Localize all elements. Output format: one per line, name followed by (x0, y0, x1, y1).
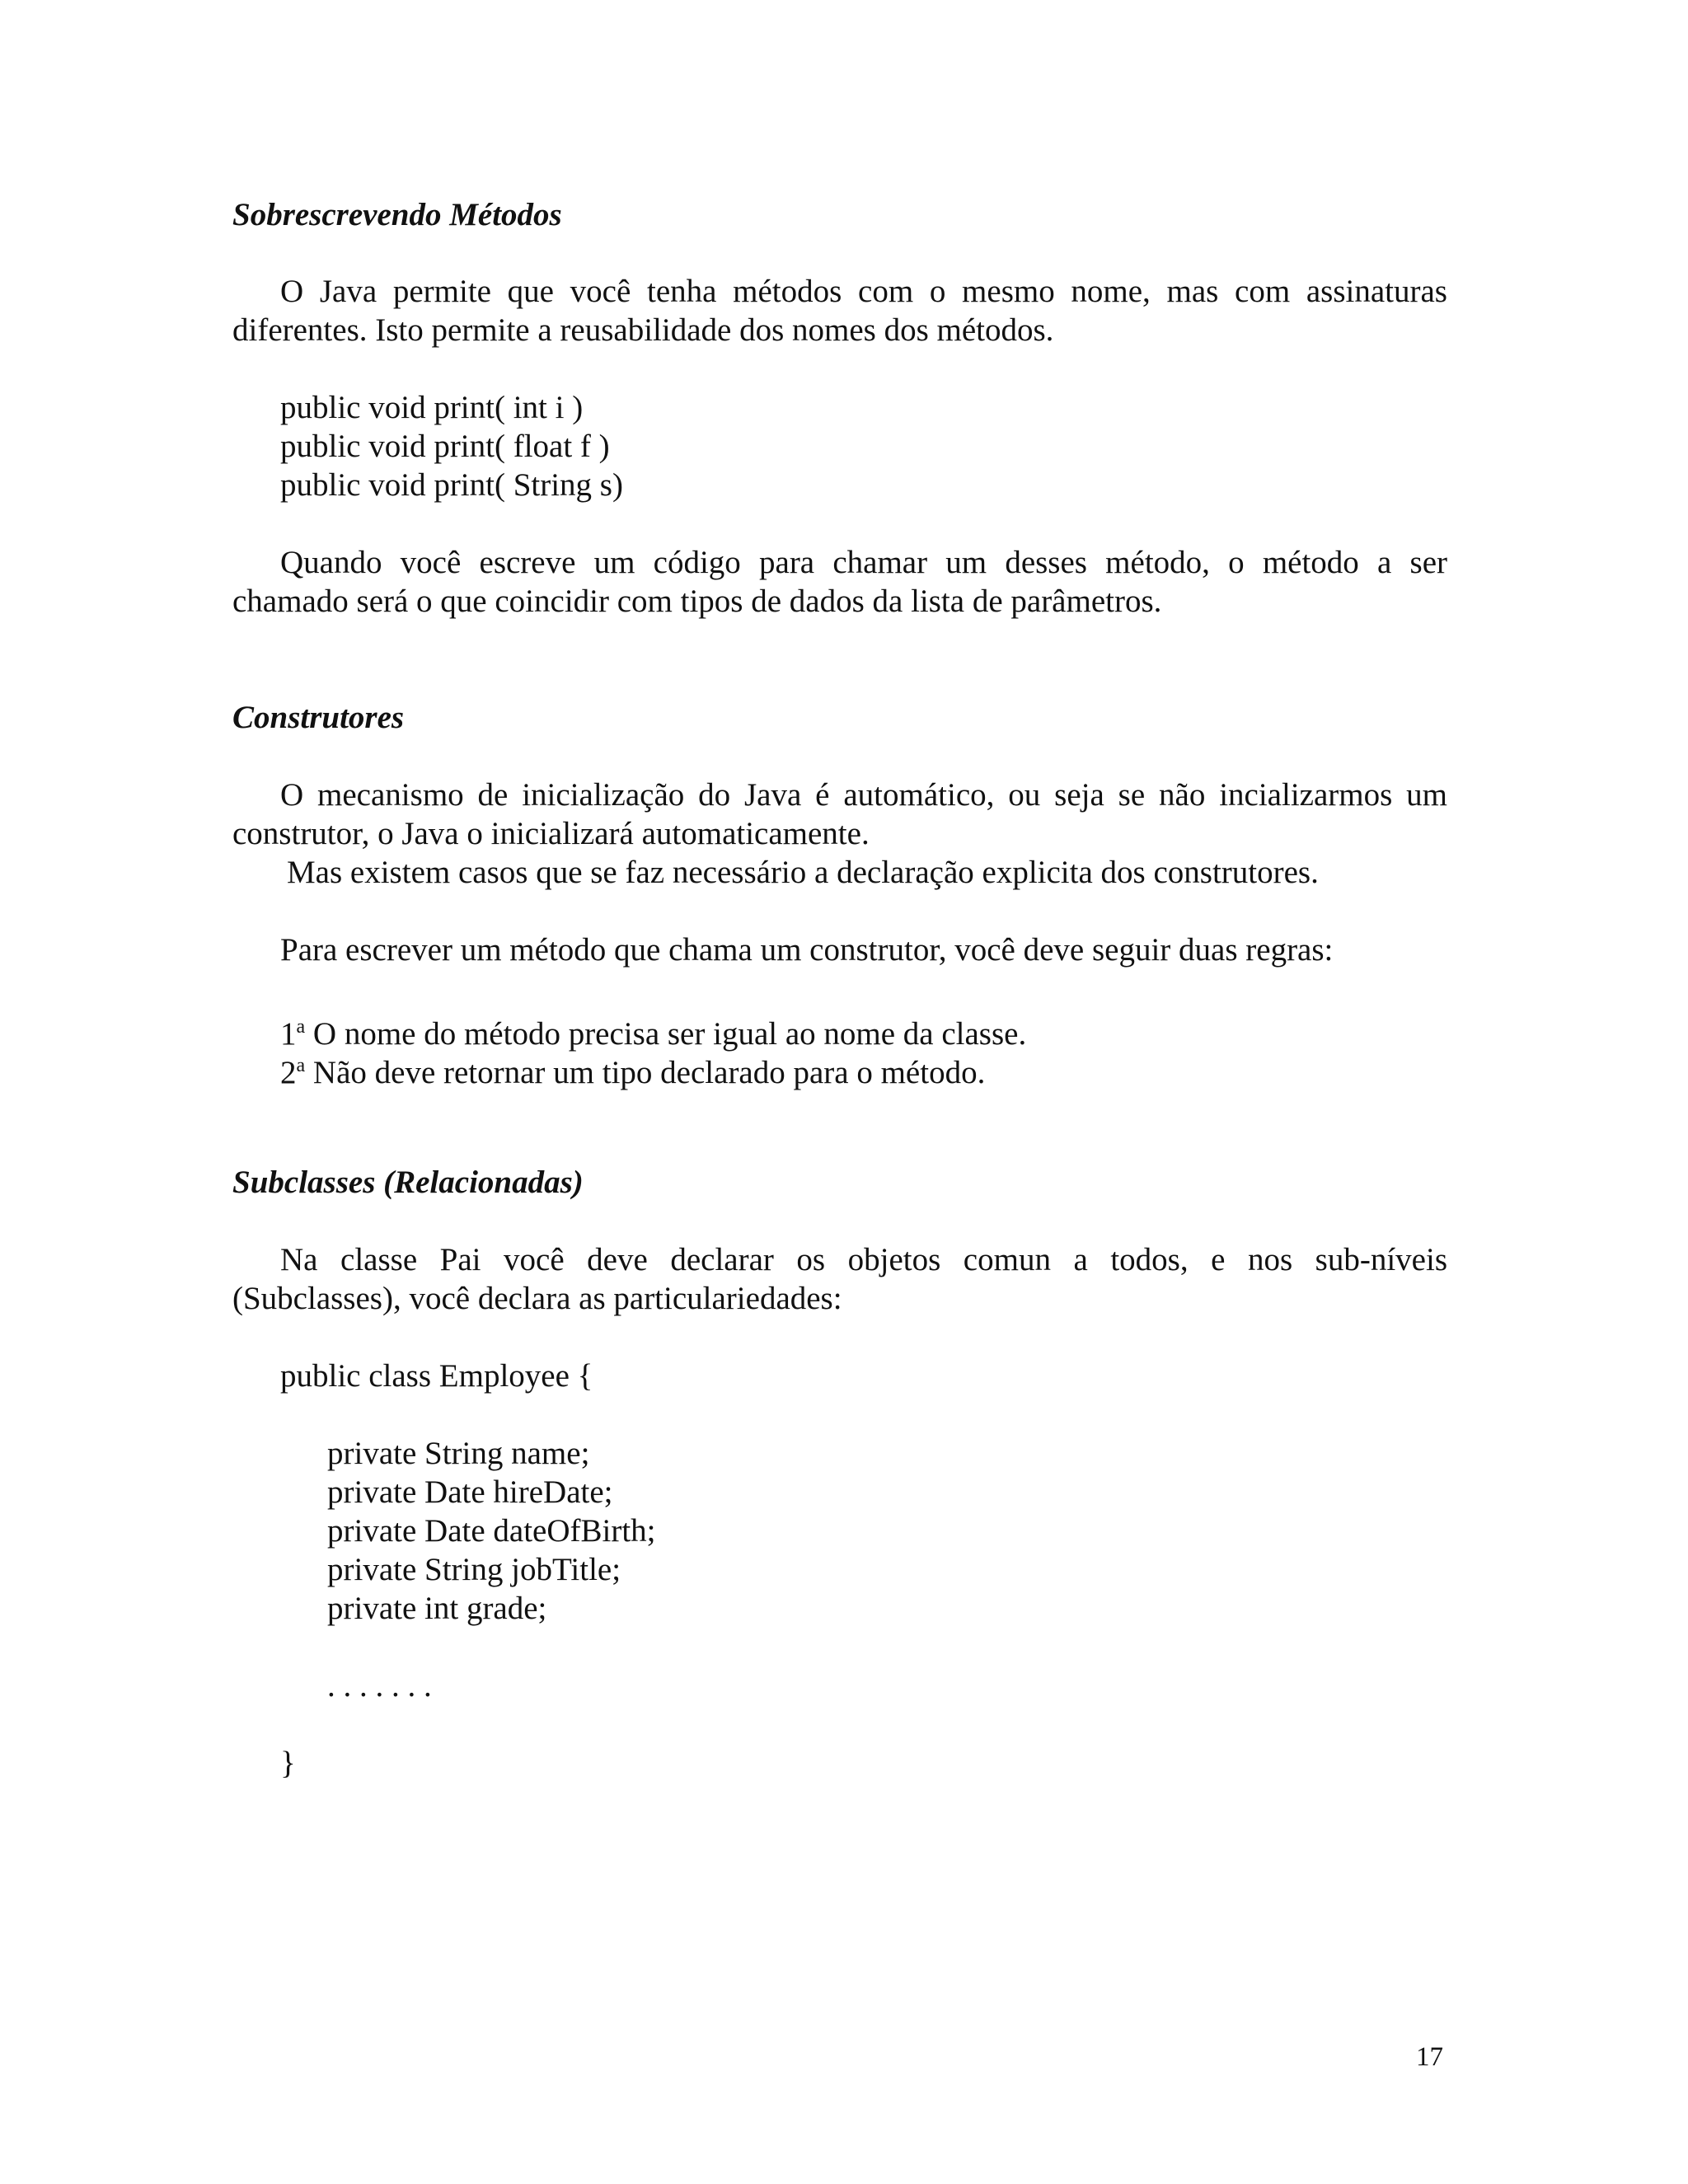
section-heading-overloading: Sobrescrevendo Métodos (232, 197, 562, 232)
code-field: private Date dateOfBirth; (327, 1513, 656, 1549)
rule-ordinal: a (296, 1055, 306, 1076)
code-line-class-close: } (280, 1746, 296, 1781)
paragraph-constructors-rules-intro: Para escrever um método que chama um construtor, você deve seguir duas regras: (280, 932, 1334, 968)
code-line: public void print( String s) (280, 467, 623, 503)
section-heading-subclasses: Subclasses (Relacionadas) (232, 1165, 584, 1200)
code-field: private String jobTitle; (327, 1552, 621, 1587)
paragraph-line: O Java permite que você tenha métodos com o mesmo nome, mas com assinaturas (280, 274, 1447, 309)
paragraph-subclasses-intro (232, 1240, 1447, 1318)
code-ellipsis: . . . . . . . (327, 1668, 432, 1704)
paragraph-line: Quando você escreve um código para chamar um desses método, o método a ser (280, 545, 1447, 580)
rule-text: O nome do método precisa ser igual ao nome da classe. (305, 1016, 1027, 1052)
page-number: 17 (1416, 2042, 1443, 2072)
code-line: public void print( int i ) (280, 390, 584, 425)
paragraph-constructors-intro (232, 776, 1447, 853)
paragraph-overloading-call (232, 543, 1447, 621)
code-field: private String name; (327, 1436, 590, 1471)
paragraph-overloading-intro (232, 272, 1447, 349)
rule-number: 1 (280, 1016, 297, 1052)
rule-number: 2 (280, 1055, 297, 1090)
paragraph-line: diferentes. Isto permite a reusabilidade dos nomes dos métodos. (232, 312, 1054, 348)
paragraph-line: chamado será o que coincidir com tipos de dados da lista de parâmetros. (232, 583, 1162, 619)
code-field: private int grade; (327, 1591, 547, 1626)
paragraph-line: Mas existem casos que se faz necessário a declaração explicita dos construtores. (287, 855, 1319, 890)
paragraph-line: Na classe Pai você deve declarar os objetos comun a todos, e nos sub-níveis (280, 1242, 1447, 1277)
paragraph-line: construtor, o Java o inicializará automaticamente. (232, 816, 870, 851)
code-field: private Date hireDate; (327, 1474, 613, 1510)
rule-text: Não deve retornar um tipo declarado para o método. (305, 1055, 986, 1090)
rule-ordinal: a (296, 1016, 306, 1038)
paragraph-line: O mecanismo de inicialização do Java é automático, ou seja se não incializarmos um (280, 777, 1447, 813)
code-line: public void print( float f ) (280, 429, 610, 464)
rule-item (280, 1047, 985, 1092)
paragraph-line: (Subclasses), você declara as particulariedades: (232, 1281, 842, 1316)
section-heading-constructors: Construtores (232, 700, 405, 735)
code-line-class-open: public class Employee { (280, 1358, 593, 1394)
